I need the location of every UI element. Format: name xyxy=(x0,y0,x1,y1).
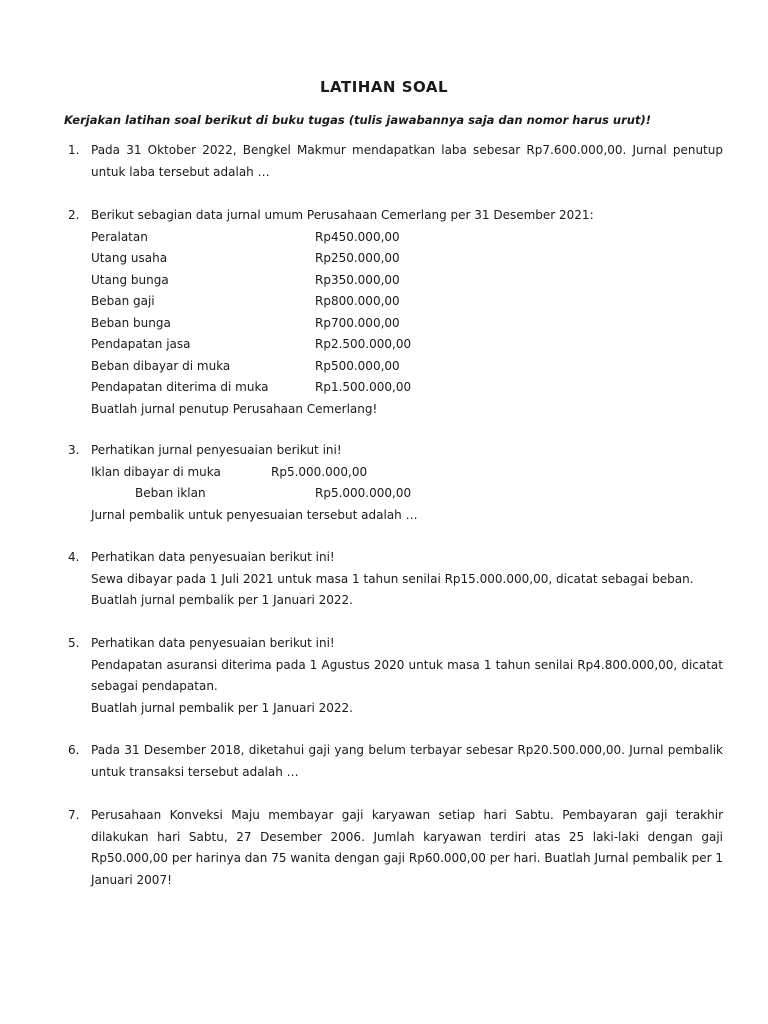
account-amount: Rp350.000,00 xyxy=(315,272,400,287)
question-intro: Perhatikan data penyesuaian berikut ini! xyxy=(91,550,335,564)
journal-row-debit xyxy=(91,462,723,484)
question-number: 4. xyxy=(68,550,80,564)
account-amount: Rp500.000,00 xyxy=(315,358,400,373)
account-amount: Rp1.500.000,00 xyxy=(315,380,412,394)
question-outro: Buatlah jurnal penutup Perusahaan Cemerlang! xyxy=(91,401,378,416)
question-text: Pada 31 Oktober 2022, Bengkel Makmur mendapatkan laba sebesar Rp7.600.000,00. Jurnal penutup untuk laba tersebut adalah … xyxy=(91,143,723,179)
account-label: Iklan dibayar di muka xyxy=(91,464,221,479)
account-amount: Rp800.000,00 xyxy=(315,294,400,308)
page-title: LATIHAN SOAL xyxy=(319,78,449,96)
journal-row xyxy=(91,377,723,399)
account-label: Utang bunga xyxy=(91,272,169,287)
question-outro: Buatlah jurnal pembalik per 1 Januari 2022. xyxy=(91,700,353,715)
question-number: 1. xyxy=(68,143,80,157)
account-label: Pendapatan diterima di muka xyxy=(91,380,269,394)
journal-row xyxy=(91,334,723,356)
journal-row xyxy=(91,291,723,313)
question-number: 7. xyxy=(68,808,80,822)
account-label: Beban bunga xyxy=(91,315,171,330)
account-label: Beban dibayar di muka xyxy=(91,358,231,373)
account-label: Beban iklan xyxy=(135,486,206,500)
journal-row xyxy=(91,313,723,335)
journal-row xyxy=(91,270,723,292)
journal-row xyxy=(91,248,723,270)
account-amount: Rp5.000.000,00 xyxy=(315,486,412,500)
account-amount: Rp5.000.000,00 xyxy=(271,464,368,479)
question-text: Pada 31 Desember 2018, diketahui gaji yang belum terbayar sebesar Rp20.500.000,00. Jurnal pembalik untuk transaksi tersebut adalah … xyxy=(91,743,723,779)
question-outro: Buatlah jurnal pembalik per 1 Januari 2022. xyxy=(91,593,353,607)
account-amount: Rp250.000,00 xyxy=(315,251,400,265)
account-label: Peralatan xyxy=(91,229,148,244)
instruction-text: Kerjakan latihan soal berikut di buku tugas (tulis jawabannya saja dan nomor harus urut)! xyxy=(64,113,651,127)
account-amount: Rp700.000,00 xyxy=(315,315,400,330)
question-intro: Berikut sebagian data jurnal umum Perusahaan Cemerlang per 31 Desember 2021: xyxy=(91,208,594,222)
journal-row xyxy=(91,227,723,249)
question-number: 5. xyxy=(68,636,80,650)
question-text: Pendapatan asuransi diterima pada 1 Agustus 2020 untuk masa 1 tahun senilai Rp4.800.000,00, dicatat sebagai pendapatan. xyxy=(91,657,723,693)
question-intro: Perhatikan jurnal penyesuaian berikut ini! xyxy=(91,443,342,457)
account-label: Pendapatan jasa xyxy=(91,337,191,351)
question-number: 6. xyxy=(68,743,80,757)
account-amount: Rp450.000,00 xyxy=(315,229,400,244)
account-label: Beban gaji xyxy=(91,294,155,308)
account-amount: Rp2.500.000,00 xyxy=(315,337,412,351)
question-intro: Perhatikan data penyesuaian berikut ini! xyxy=(91,636,335,650)
journal-row-credit xyxy=(91,483,723,505)
account-label: Utang usaha xyxy=(91,251,168,265)
question-number: 2. xyxy=(68,208,80,222)
question-number: 3. xyxy=(68,443,80,457)
question-outro: Jurnal pembalik untuk penyesuaian tersebut adalah … xyxy=(91,507,418,522)
journal-row xyxy=(91,356,723,378)
question-text: Perusahaan Konveksi Maju membayar gaji karyawan setiap hari Sabtu. Pembayaran gaji terakhir dilakukan hari Sabtu, 27 Desember 2006. Jumlah karyawan terdiri atas 25 laki-laki dengan gaji Rp50.000,00 per harinya dan 75 wanita dengan gaji Rp60.000,00 per hari. Buatlah Jurnal pembalik per 1 Januari 2007! xyxy=(91,808,723,887)
question-text: Sewa dibayar pada 1 Juli 2021 untuk masa 1 tahun senilai Rp15.000.000,00, dicatat sebagai beban. xyxy=(91,571,694,586)
